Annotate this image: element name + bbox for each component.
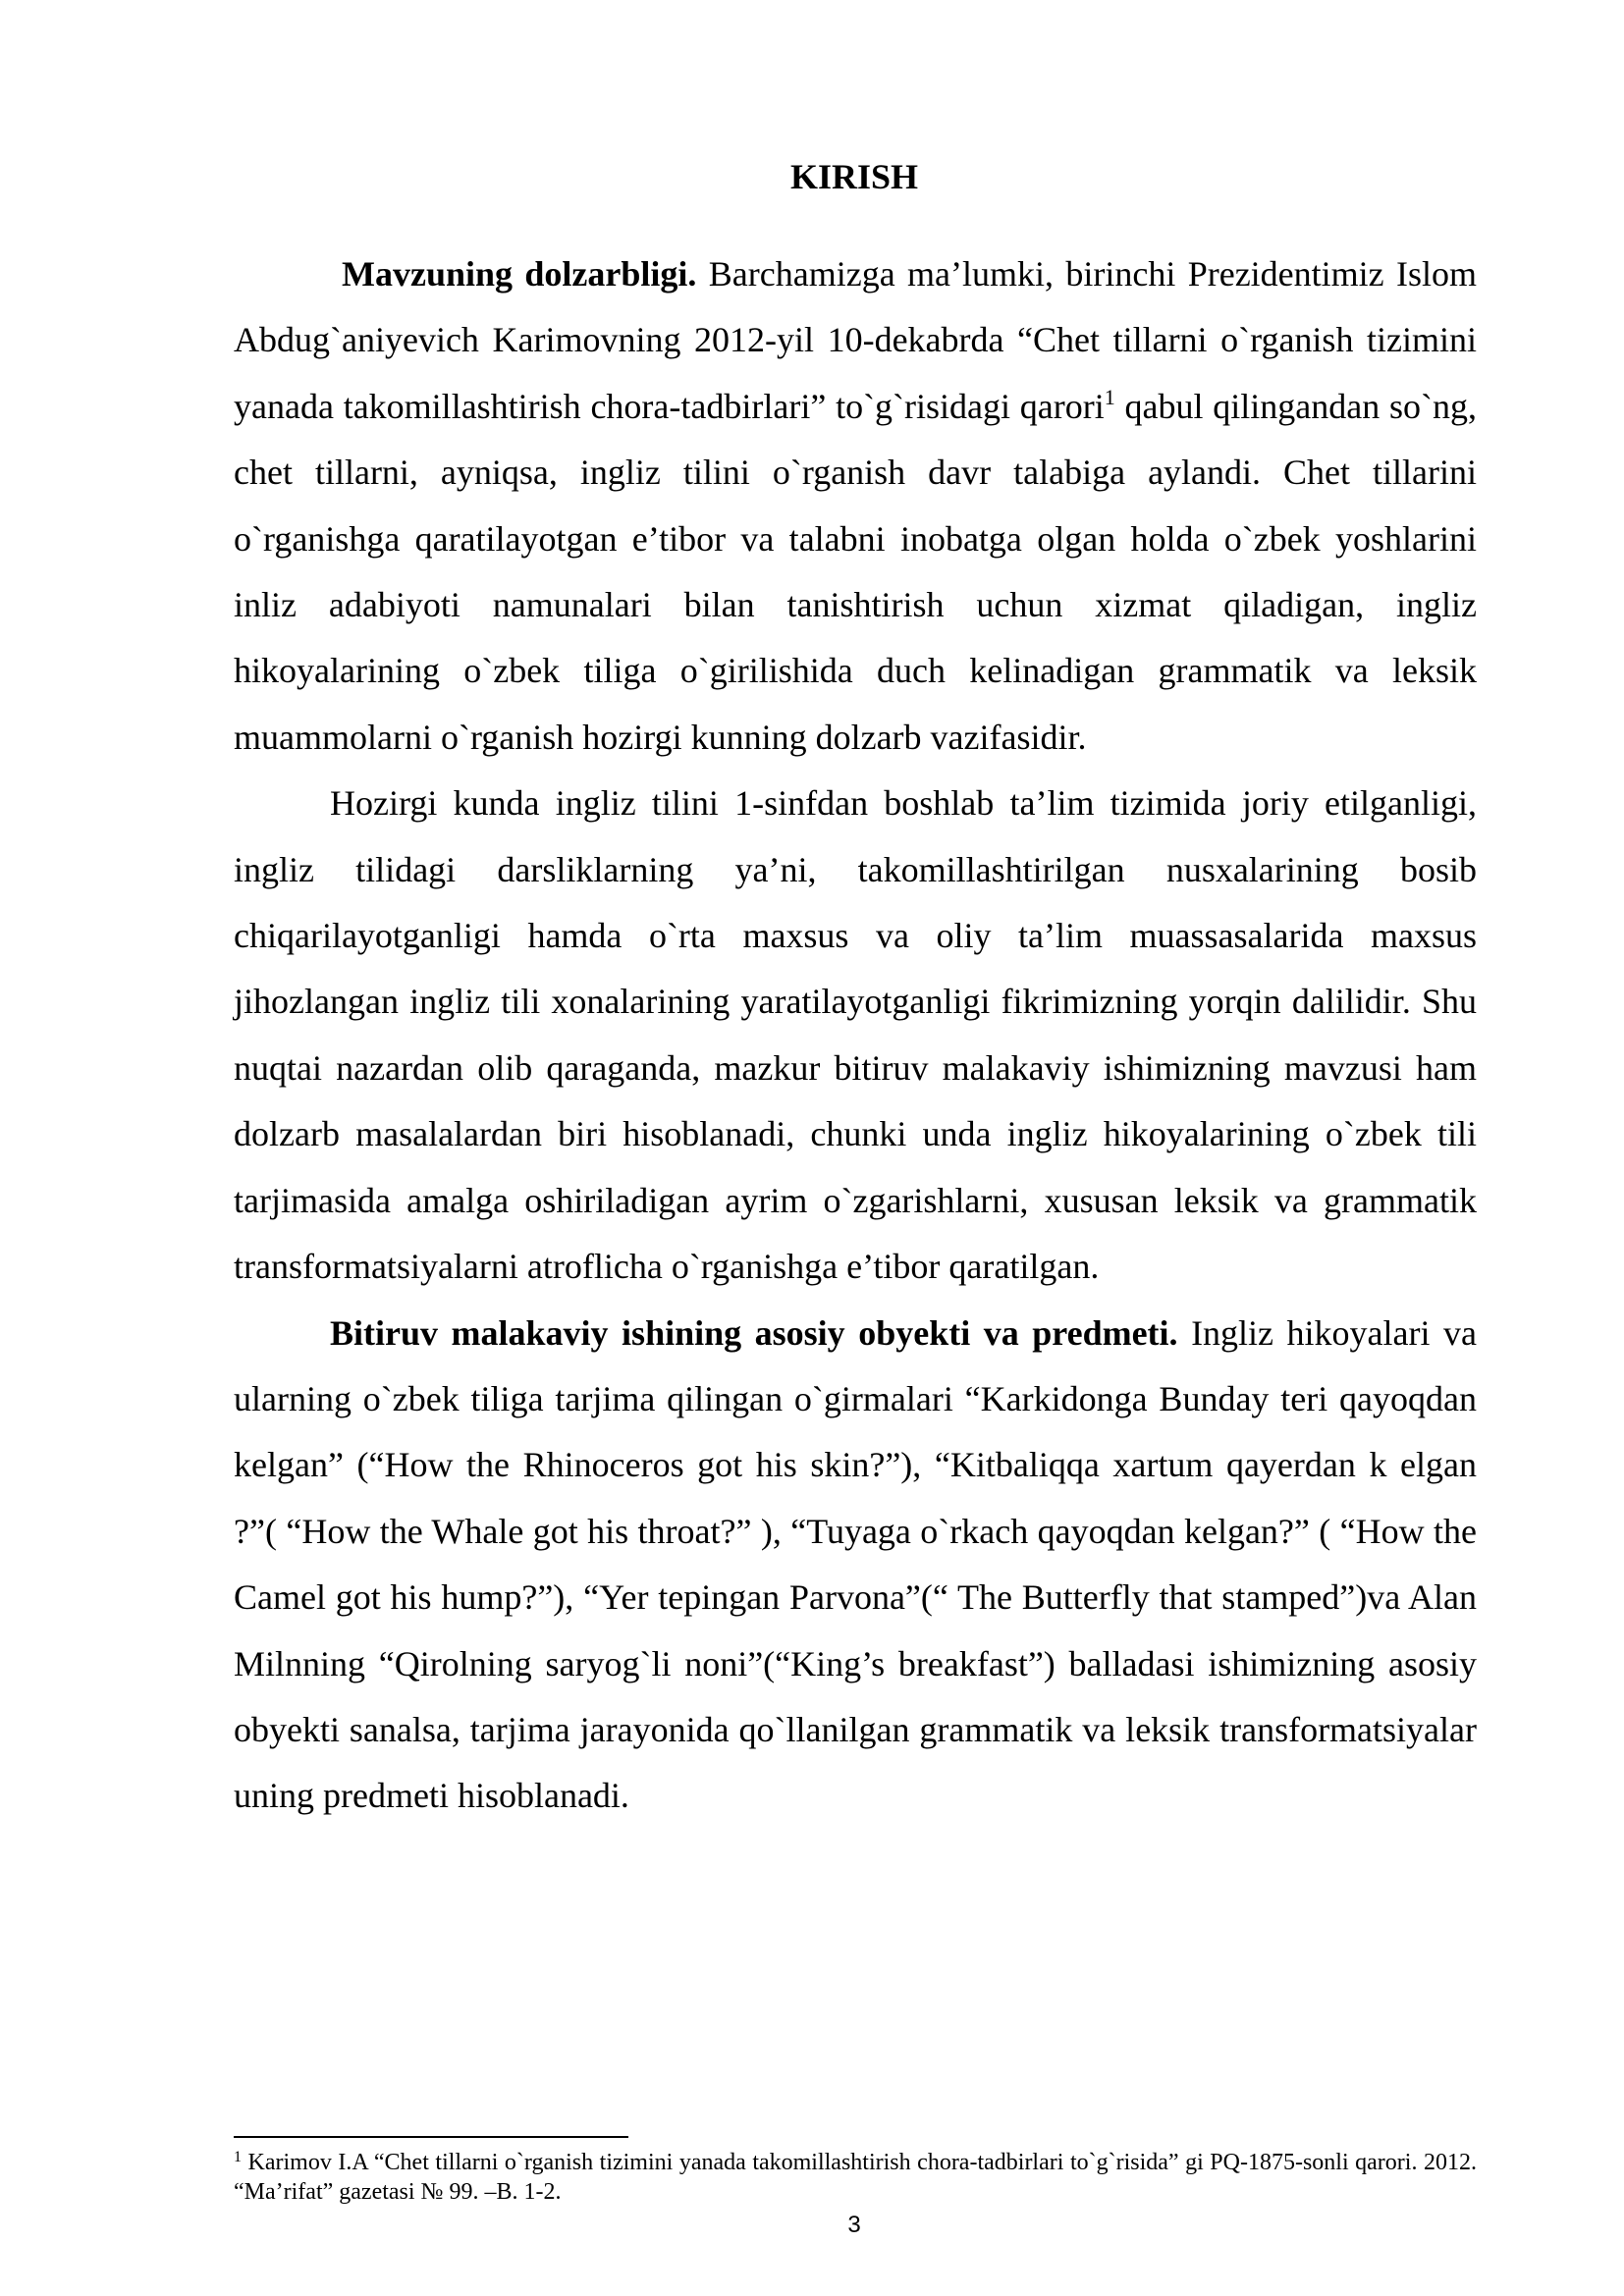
page-title: KIRISH — [789, 157, 919, 196]
paragraph-object-subject — [234, 1301, 1477, 1830]
footnote-separator — [234, 2136, 628, 2138]
page-number: 3 — [847, 2212, 861, 2238]
paragraph-text: qabul qilingandan so`ng, chet tillarni, ayniqsa, ingliz tilini o`rganish davr talabiga aylandi. Chet tillarini o`rganishga qaratilayotgan e’tibor va talabni inobatga olgan holda o`zbek yoshlarini inliz adabiyoti namunalari bilan tanishtirish uchun xizmat qiladigan, ingliz hikoyalarining o`zbek tiliga o`girilishida duch kelinadigan grammatik va leksik muammolarni o`rganish hozirgi kunning dolzarb vazifasidir. — [234, 386, 1477, 757]
paragraph-current-state — [234, 771, 1477, 1300]
footnote-text: Karimov I.A “Chet tillarni o`rganish tizimini yanada takomillashtirish chora-tadbirlari to`g`risida” gi PQ-1875-sonli qarori. 2012. “Ma’rifat” gazetasi № 99. –B. 1-2. — [234, 2150, 1477, 2205]
paragraph-text: Barchamizga ma’lumki, birinchi Prezidentimiz Islom Abdug`aniyevich Karimovning 2012-yil 10-dekabrda “Chet tillarni o`rganish tizimini yanada takomillashtirish chora-tadbirlari” to`g`risidagi qarori — [234, 254, 1478, 426]
footnote-marker: 1 — [234, 2149, 242, 2165]
paragraph-lead: Bitiruv malakaviy ishining asosiy obyekti va predmeti. — [330, 1312, 1178, 1353]
paragraph-text: Hozirgi kunda ingliz tilini 1-sinfdan boshlab ta’lim tizimida joriy etilganligi, ingliz tilidagi darsliklarning ya’ni, takomillashtirilgan nusxalarining bosib chiqarilayotganligi hamda o`rta maxsus va oliy ta’lim muassasalarida maxsus jihozlangan ingliz tili xonalarining yaratilayotganligi fikrimizning yorqin dalilidir. Shu nuqtai nazardan olib qaraganda, mazkur bitiruv malakaviy ishimizning mavzusi ham dolzarb masalalardan biri hisoblanadi, chunki unda ingliz hikoyalarining o`zbek tili tarjimasida amalga oshiriladigan ayrim o`zgarishlarni, xususan leksik va grammatik transformatsiyalarni atroflicha o`rganishga e’tibor qaratilgan. — [234, 783, 1477, 1287]
body-text — [234, 241, 1477, 1830]
footnote — [234, 2148, 1477, 2207]
paragraph-lead: Mavzuning dolzarbligi. — [342, 254, 697, 294]
footnote-reference[interactable]: 1 — [1104, 384, 1115, 409]
paragraph-relevance — [234, 241, 1477, 771]
paragraph-text: Ingliz hikoyalari va ularning o`zbek tiliga tarjima qilingan o`girmalari “Karkidonga Bunday teri qayoqdan kelgan” (“How the Rhinoceros got his skin?”), “Kitbaliqqa xartum qayerdan k elgan ?”( “How the Whale got his throat?” ), “Tuyaga o`rkach qayoqdan kelgan?” ( “How the Camel got his hump?”), “Yer tepingan Parvona”(“ The Butterfly that stamped”)va Alan Milnning “Qirolning saryog`li noni”(“King’s breakfast”) balladasi ishimizning asosiy obyekti sanalsa, tarjima jarayonida qo`llanilgan grammatik va leksik transformatsiyalar uning predmeti hisoblanadi. — [234, 1312, 1477, 1816]
